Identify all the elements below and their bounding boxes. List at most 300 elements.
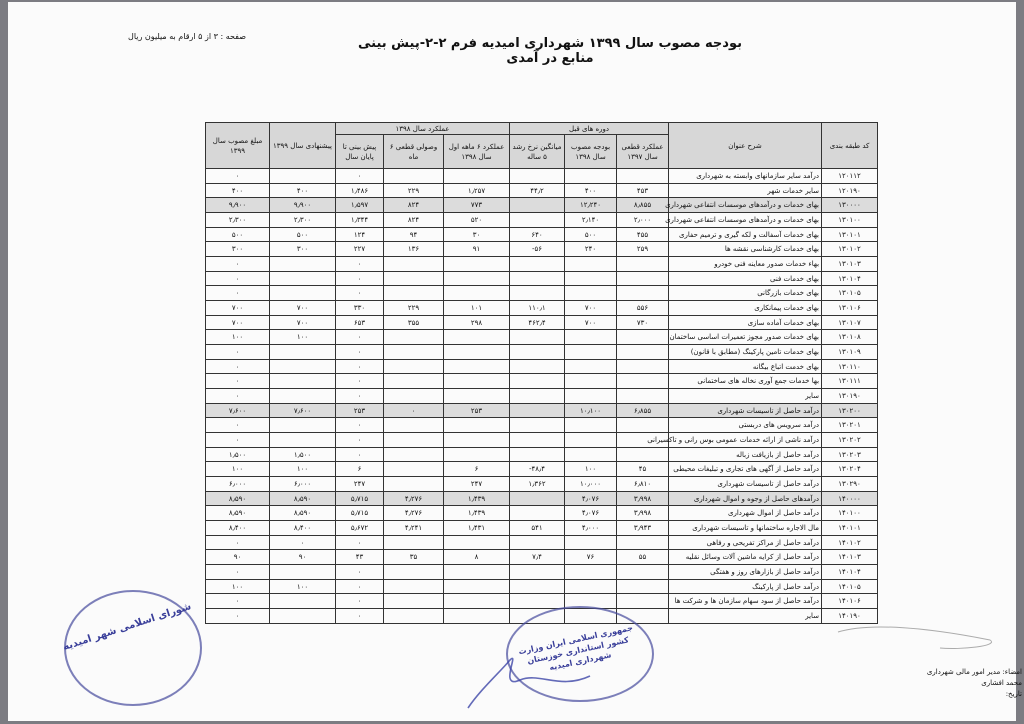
cell-approved-1398	[565, 389, 617, 404]
cell-forecast: ۵٫۷۱۵	[336, 491, 384, 506]
cell-approved-1399: ۰	[206, 271, 270, 286]
cell-six-month: ۱٫۲۵۷	[444, 183, 510, 198]
cell-code: ۱۳۰۱۰۲	[822, 242, 878, 257]
table-row	[206, 462, 878, 477]
cell-actual-1397	[617, 169, 669, 184]
cell-six-month	[444, 389, 510, 404]
cell-approved-1399: ۱۰۰	[206, 462, 270, 477]
cell-forecast: ۰	[336, 257, 384, 272]
cell-approved-1398: ۱۰٫۰۰۰	[565, 477, 617, 492]
cell-forecast: ۰	[336, 447, 384, 462]
cell-actual-1397: ۳٫۹۹۸	[617, 506, 669, 521]
cell-code: ۱۲۰۱۹۰	[822, 183, 878, 198]
table-row	[206, 594, 878, 609]
cell-six-month: ۹۱	[444, 242, 510, 257]
cell-approved-1399: ۱٫۵۰۰	[206, 447, 270, 462]
table-row	[206, 535, 878, 550]
cell-actual-1397	[617, 565, 669, 580]
cell-approved-1398: ۷۰۰	[565, 315, 617, 330]
table-row	[206, 315, 878, 330]
cell-growth: ۱٫۳۶۲	[510, 477, 565, 492]
cell-six-month: ۲۹۸	[444, 315, 510, 330]
cell-definite	[384, 169, 444, 184]
table-row	[206, 242, 878, 257]
cell-title: بهای خدمات بازرگانی	[669, 286, 822, 301]
cell-title: بهای خدمات کارشناسی نقشه ها	[669, 242, 822, 257]
table-row	[206, 271, 878, 286]
cell-approved-1398	[565, 286, 617, 301]
cell-forecast: ۲۵۳	[336, 403, 384, 418]
cell-six-month	[444, 535, 510, 550]
cell-definite	[384, 345, 444, 360]
cell-actual-1397: ۸٫۸۵۵	[617, 198, 669, 213]
cell-approved-1399: ۰	[206, 609, 270, 624]
cell-code: ۱۳۰۱۰۰	[822, 213, 878, 228]
cell-definite	[384, 579, 444, 594]
cell-approved-1399: ۱۰۰	[206, 330, 270, 345]
cell-title: درآمد حاصل از بازیافت زباله	[669, 447, 822, 462]
table-row	[206, 183, 878, 198]
cell-approved-1399: ۰	[206, 535, 270, 550]
cell-actual-1397: ۳٫۹۴۳	[617, 521, 669, 536]
cell-title: بهای خدمات صدور مجوز تعمیرات اساسی ساختمان	[669, 330, 822, 345]
cell-six-month: ۱٫۴۳۱	[444, 521, 510, 536]
cell-approved-1399: ۰	[206, 257, 270, 272]
cell-growth: ۵۶-	[510, 242, 565, 257]
header-prev-period: دوره های قبل	[510, 123, 669, 135]
cell-actual-1397: ۴۵۵	[617, 227, 669, 242]
cell-six-month: ۲۴۷	[444, 477, 510, 492]
cell-six-month: ۱۰۱	[444, 301, 510, 316]
cell-approved-1399: ۰	[206, 594, 270, 609]
cell-approved-1398	[565, 257, 617, 272]
cell-proposed-1399: ۱۰۰	[270, 462, 336, 477]
cell-definite: ۸۲۴	[384, 213, 444, 228]
cell-six-month: ۱٫۴۳۹	[444, 491, 510, 506]
cell-approved-1398: ۷۰۰	[565, 301, 617, 316]
cell-proposed-1399: ۶٫۰۰۰	[270, 477, 336, 492]
cell-title: سایر	[669, 609, 822, 624]
cell-code: ۱۴۰۱۰۰	[822, 506, 878, 521]
cell-code: ۱۳۰۲۰۳	[822, 447, 878, 462]
cell-definite: ۸۲۴	[384, 198, 444, 213]
cell-six-month	[444, 286, 510, 301]
cell-title: درآمدهای حاصل از وجوه و اموال شهرداری	[669, 491, 822, 506]
cell-actual-1397	[617, 330, 669, 345]
cell-code: ۱۴۰۱۰۵	[822, 579, 878, 594]
cell-proposed-1399	[270, 286, 336, 301]
cell-six-month	[444, 579, 510, 594]
cell-actual-1397	[617, 257, 669, 272]
cell-title: سایر	[669, 389, 822, 404]
document-title: بودجه مصوب سال ۱۳۹۹ شهرداری امیدیه فرم ۲-۲-پیش بینی منابع در آمدی	[357, 36, 743, 66]
signature-block	[822, 667, 1022, 700]
cell-title: درآمد حاصل از سود سهام سازمان ها و شرکت ها	[669, 594, 822, 609]
cell-approved-1399: ۰	[206, 389, 270, 404]
cell-proposed-1399: ۴۰۰	[270, 183, 336, 198]
cell-approved-1398: ۴۰۰	[565, 183, 617, 198]
cell-proposed-1399: ۸٫۵۹۰	[270, 491, 336, 506]
cell-forecast: ۰	[336, 286, 384, 301]
cell-proposed-1399: ۰	[270, 535, 336, 550]
cell-approved-1398: ۲٫۱۴۰	[565, 213, 617, 228]
cell-title: درآمد ناشی از ارائه خدمات عمومی بوس رانی و تاکسیرانی	[669, 433, 822, 448]
cell-forecast: ۱٫۴۸۶	[336, 183, 384, 198]
table-row	[206, 565, 878, 580]
cell-six-month: ۷۷۳	[444, 198, 510, 213]
budget-table	[205, 122, 878, 624]
cell-code: ۱۳۰۱۰۴	[822, 271, 878, 286]
cell-title: درآمد حاصل از کرایه ماشین آلات وسائل نقلیه	[669, 550, 822, 565]
cell-approved-1398	[565, 169, 617, 184]
cell-actual-1397: ۶٫۸۱۰	[617, 477, 669, 492]
table-row	[206, 286, 878, 301]
cell-code: ۱۳۰۰۰۰	[822, 198, 878, 213]
cell-title: بهای خدمات پیمانکاری	[669, 301, 822, 316]
cell-proposed-1399: ۷۰۰	[270, 315, 336, 330]
signature-line-3: تاریخ:	[1005, 690, 1022, 698]
cell-actual-1397	[617, 271, 669, 286]
cell-growth: ۴۸٫۴-	[510, 462, 565, 477]
cell-proposed-1399: ۹۰	[270, 550, 336, 565]
cell-growth	[510, 491, 565, 506]
cell-forecast: ۶۵۳	[336, 315, 384, 330]
cell-actual-1397: ۴۵۳	[617, 183, 669, 198]
cell-title: بهای خدمات و درآمدهای موسسات انتفاعی شهرداری	[669, 198, 822, 213]
cell-actual-1397	[617, 535, 669, 550]
cell-approved-1399: ۰	[206, 433, 270, 448]
table-row	[206, 477, 878, 492]
cell-approved-1399: ۹٫۹۰۰	[206, 198, 270, 213]
table-row	[206, 550, 878, 565]
cell-code: ۱۳۰۲۰۴	[822, 462, 878, 477]
cell-proposed-1399: ۱۰۰	[270, 330, 336, 345]
cell-growth	[510, 169, 565, 184]
cell-actual-1397	[617, 286, 669, 301]
cell-proposed-1399: ۷۰۰	[270, 301, 336, 316]
cell-actual-1397: ۵۵	[617, 550, 669, 565]
cell-growth: ۶۴۰	[510, 227, 565, 242]
council-stamp-text: شورای اسلامی شهر امیدیه	[61, 601, 193, 653]
header-growth: میانگین نرخ رشد ۵ ساله	[510, 135, 565, 169]
cell-growth	[510, 418, 565, 433]
cell-definite	[384, 286, 444, 301]
cell-definite	[384, 433, 444, 448]
cell-title: درآمد حاصل از پارکینگ	[669, 579, 822, 594]
cell-approved-1398: ۴٫۰۰۰	[565, 521, 617, 536]
cell-approved-1398	[565, 359, 617, 374]
cell-growth: ۴۴٫۲	[510, 183, 565, 198]
cell-forecast: ۰	[336, 345, 384, 360]
cell-growth	[510, 403, 565, 418]
table-row	[206, 418, 878, 433]
cell-approved-1398	[565, 447, 617, 462]
cell-six-month	[444, 345, 510, 360]
cell-six-month	[444, 271, 510, 286]
cell-approved-1398: ۴٫۰۷۶	[565, 506, 617, 521]
header-approved-1398: بودجه مصوب سال ۱۳۹۸	[565, 135, 617, 169]
cell-forecast: ۰	[336, 594, 384, 609]
cell-code: ۱۴۰۱۰۱	[822, 521, 878, 536]
cell-approved-1398: ۱۰۰	[565, 462, 617, 477]
cell-code: ۱۳۰۱۰۱	[822, 227, 878, 242]
cell-code: ۱۳۰۱۰۷	[822, 315, 878, 330]
cell-actual-1397: ۴۵	[617, 462, 669, 477]
table-row	[206, 169, 878, 184]
cell-code: ۱۳۰۲۹۰	[822, 477, 878, 492]
cell-definite: ۲۲۹	[384, 183, 444, 198]
cell-proposed-1399: ۱٫۵۰۰	[270, 447, 336, 462]
cell-actual-1397	[617, 359, 669, 374]
cell-definite	[384, 330, 444, 345]
cell-title: درآمد حاصل از اموال شهرداری	[669, 506, 822, 521]
cell-approved-1398	[565, 565, 617, 580]
table-row	[206, 330, 878, 345]
cell-title: درآمد حاصل از تاسیسات شهرداری	[669, 477, 822, 492]
table-row	[206, 389, 878, 404]
cell-definite: ۴٫۲۷۶	[384, 506, 444, 521]
cell-code: ۱۳۰۱۰۵	[822, 286, 878, 301]
cell-approved-1399: ۲٫۳۰۰	[206, 213, 270, 228]
cell-title: سایر خدمات شهر	[669, 183, 822, 198]
cell-approved-1399: ۰	[206, 359, 270, 374]
cell-six-month	[444, 169, 510, 184]
cell-six-month: ۲۵۳	[444, 403, 510, 418]
cell-forecast: ۲۴۷	[336, 477, 384, 492]
cell-code: ۱۴۰۱۰۲	[822, 535, 878, 550]
cell-approved-1398	[565, 345, 617, 360]
cell-actual-1397: ۵۵۶	[617, 301, 669, 316]
cell-forecast: ۰	[336, 609, 384, 624]
cell-approved-1398: ۴٫۰۷۶	[565, 491, 617, 506]
cell-code: ۱۴۰۱۰۳	[822, 550, 878, 565]
table-row	[206, 433, 878, 448]
cell-proposed-1399	[270, 359, 336, 374]
cell-forecast: ۰	[336, 169, 384, 184]
cell-approved-1398	[565, 535, 617, 550]
cell-six-month	[444, 359, 510, 374]
cell-six-month	[444, 433, 510, 448]
cell-actual-1397	[617, 374, 669, 389]
cell-growth	[510, 433, 565, 448]
cell-forecast: ۰	[336, 565, 384, 580]
table-row	[206, 345, 878, 360]
cell-growth	[510, 271, 565, 286]
cell-approved-1399: ۸٫۵۹۰	[206, 506, 270, 521]
cell-code: ۱۳۰۱۱۰	[822, 359, 878, 374]
table-row	[206, 359, 878, 374]
cell-title: بهای خدمات تامین پارکینگ (مطابق با قانون)	[669, 345, 822, 360]
cell-code: ۱۲۰۱۱۲	[822, 169, 878, 184]
cell-definite: ۴٫۲۴۱	[384, 521, 444, 536]
cell-forecast: ۰	[336, 535, 384, 550]
cell-approved-1398	[565, 271, 617, 286]
cell-growth: ۷٫۴	[510, 550, 565, 565]
table-row	[206, 491, 878, 506]
cell-definite	[384, 565, 444, 580]
cell-proposed-1399	[270, 594, 336, 609]
table-row	[206, 506, 878, 521]
cell-growth	[510, 389, 565, 404]
cell-approved-1399: ۰	[206, 565, 270, 580]
table-row	[206, 301, 878, 316]
cell-approved-1399: ۴۰۰	[206, 183, 270, 198]
cell-forecast: ۱٫۳۴۴	[336, 213, 384, 228]
cell-growth	[510, 198, 565, 213]
cell-proposed-1399	[270, 374, 336, 389]
cell-approved-1399: ۰	[206, 286, 270, 301]
cell-proposed-1399: ۱۰۰	[270, 579, 336, 594]
cell-growth	[510, 565, 565, 580]
cell-forecast: ۰	[336, 374, 384, 389]
cell-definite	[384, 257, 444, 272]
cell-approved-1399: ۸٫۴۰۰	[206, 521, 270, 536]
cell-six-month: ۶	[444, 462, 510, 477]
cell-definite	[384, 594, 444, 609]
cell-proposed-1399: ۳۰۰	[270, 242, 336, 257]
cell-growth	[510, 535, 565, 550]
cell-code: ۱۳۰۱۹۰	[822, 389, 878, 404]
cell-approved-1398: ۲۴۰	[565, 242, 617, 257]
cell-title: بهاء خدمات صدور معاینه فنی خودرو	[669, 257, 822, 272]
cell-approved-1399: ۰	[206, 169, 270, 184]
table-row	[206, 521, 878, 536]
cell-code: ۱۳۰۲۰۲	[822, 433, 878, 448]
cell-actual-1397: ۲۵۹	[617, 242, 669, 257]
cell-six-month	[444, 594, 510, 609]
cell-code: ۱۳۰۱۰۹	[822, 345, 878, 360]
cell-proposed-1399: ۹٫۹۰۰	[270, 198, 336, 213]
cell-six-month: ۱٫۴۳۹	[444, 506, 510, 521]
table-row	[206, 374, 878, 389]
table-row	[206, 579, 878, 594]
cell-title: بها خدمات جمع آوری نخاله های ساختمانی	[669, 374, 822, 389]
cell-approved-1398	[565, 418, 617, 433]
cell-approved-1399: ۸٫۵۹۰	[206, 491, 270, 506]
cell-six-month	[444, 418, 510, 433]
cell-growth	[510, 359, 565, 374]
cell-code: ۱۴۰۱۰۴	[822, 565, 878, 580]
cell-forecast: ۶	[336, 462, 384, 477]
cell-code: ۱۴۰۱۰۶	[822, 594, 878, 609]
cell-approved-1399: ۷۰۰	[206, 315, 270, 330]
cell-growth: ۵۴۱	[510, 521, 565, 536]
cell-definite: ۴٫۲۷۶	[384, 491, 444, 506]
cell-definite	[384, 477, 444, 492]
cell-definite: ۰	[384, 403, 444, 418]
cell-definite: ۹۴	[384, 227, 444, 242]
cell-approved-1398: ۷۶	[565, 550, 617, 565]
cell-six-month: ۳۰	[444, 227, 510, 242]
cell-forecast: ۵٫۷۱۵	[336, 506, 384, 521]
cell-forecast: ۳۳۰	[336, 301, 384, 316]
cell-definite	[384, 389, 444, 404]
cell-definite	[384, 609, 444, 624]
cell-code: ۱۳۰۲۰۰	[822, 403, 878, 418]
header-title: شرح عنوان	[669, 123, 822, 169]
cell-six-month	[444, 330, 510, 345]
cell-forecast: ۰	[336, 389, 384, 404]
cell-growth	[510, 447, 565, 462]
cell-growth	[510, 374, 565, 389]
cell-code: ۱۳۰۱۱۱	[822, 374, 878, 389]
cell-actual-1397: ۳٫۹۹۸	[617, 491, 669, 506]
cell-proposed-1399: ۲٫۳۰۰	[270, 213, 336, 228]
signature-line-2: محمد افشاری	[981, 679, 1022, 687]
cell-actual-1397	[617, 418, 669, 433]
cell-definite	[384, 374, 444, 389]
cell-definite	[384, 462, 444, 477]
cell-actual-1397	[617, 345, 669, 360]
table-row	[206, 403, 878, 418]
cell-title: بهای خدمات آماده سازی	[669, 315, 822, 330]
page-info: صفحه : ۳ از ۵ ارقام به میلیون ریال	[128, 32, 246, 41]
cell-approved-1398: ۵۰۰	[565, 227, 617, 242]
cell-actual-1397	[617, 447, 669, 462]
cell-six-month: ۸	[444, 550, 510, 565]
cell-proposed-1399: ۸٫۵۹۰	[270, 506, 336, 521]
cell-proposed-1399	[270, 257, 336, 272]
cell-six-month	[444, 374, 510, 389]
cell-forecast: ۱۲۴	[336, 227, 384, 242]
cell-code: ۱۳۰۱۰۸	[822, 330, 878, 345]
cell-proposed-1399: ۵۰۰	[270, 227, 336, 242]
cell-title: درآمد حاصل از آگهی های تجاری و تبلیغات محیطی	[669, 462, 822, 477]
cell-growth	[510, 506, 565, 521]
header-proposed-1399: پیشنهادی سال ۱۳۹۹	[270, 123, 336, 169]
cell-forecast: ۴۳	[336, 550, 384, 565]
cell-approved-1399: ۷٫۶۰۰	[206, 403, 270, 418]
cell-forecast: ۵٫۶۷۲	[336, 521, 384, 536]
cell-proposed-1399	[270, 433, 336, 448]
cell-approved-1398	[565, 433, 617, 448]
cell-definite: ۲۲۹	[384, 301, 444, 316]
cell-forecast: ۰	[336, 433, 384, 448]
cell-forecast: ۰	[336, 271, 384, 286]
cell-approved-1398: ۱۰٫۱۰۰	[565, 403, 617, 418]
cell-approved-1399: ۰	[206, 418, 270, 433]
signature-line-1: امضاء: مدیر امور مالی شهرداری	[926, 668, 1022, 676]
header-actual-1397: عملکرد قطعی سال ۱۳۹۷	[617, 135, 669, 169]
cell-forecast: ۲۲۷	[336, 242, 384, 257]
cell-actual-1397: ۶٫۸۵۵	[617, 403, 669, 418]
cell-title: بهای خدمات فنی	[669, 271, 822, 286]
cell-definite: ۱۳۶	[384, 242, 444, 257]
cell-approved-1399: ۳۰۰	[206, 242, 270, 257]
cell-actual-1397: ۲٫۰۰۰	[617, 213, 669, 228]
table-row	[206, 257, 878, 272]
table-row	[206, 227, 878, 242]
cell-approved-1399: ۰	[206, 345, 270, 360]
cell-title: بهای خدمت اتباع بیگانه	[669, 359, 822, 374]
cell-title: درآمد حاصل از مراکز تفریحی و رفاهی	[669, 535, 822, 550]
header-code: کد طبقه بندی	[822, 123, 878, 169]
cell-approved-1399: ۷۰۰	[206, 301, 270, 316]
header-forecast: پیش بینی تا پایان سال	[336, 135, 384, 169]
cell-definite: ۳۵	[384, 550, 444, 565]
table-row	[206, 447, 878, 462]
cell-proposed-1399	[270, 345, 336, 360]
header-approved-1399: مبلغ مصوب سال ۱۳۹۹	[206, 123, 270, 169]
cell-proposed-1399	[270, 271, 336, 286]
cell-six-month	[444, 565, 510, 580]
cell-proposed-1399: ۷٫۶۰۰	[270, 403, 336, 418]
cell-actual-1397: ۷۳۰	[617, 315, 669, 330]
cell-forecast: ۰	[336, 359, 384, 374]
cell-code: ۱۴۰۱۹۰	[822, 609, 878, 624]
cell-code: ۱۴۰۰۰۰	[822, 491, 878, 506]
cell-proposed-1399	[270, 418, 336, 433]
